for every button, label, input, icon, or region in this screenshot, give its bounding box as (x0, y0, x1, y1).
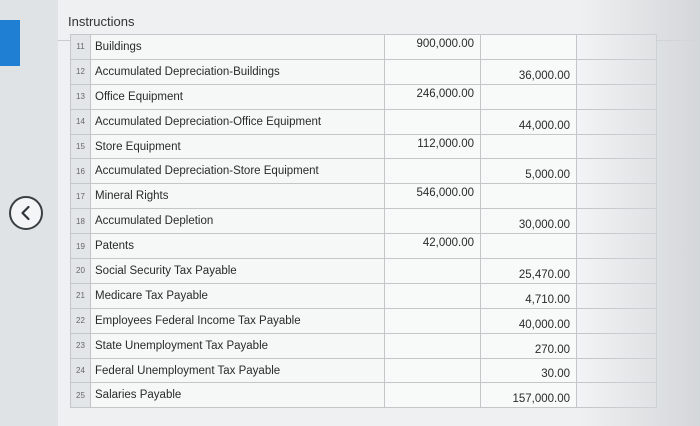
credit-cell[interactable] (481, 234, 577, 259)
credit-cell[interactable]: 5,000.00 (481, 159, 577, 184)
table-row (71, 358, 657, 383)
right-edge-shade (580, 0, 700, 426)
table-row (71, 333, 657, 358)
row-number: 15 (71, 134, 91, 159)
row-number: 20 (71, 259, 91, 284)
table-row (71, 184, 657, 209)
debit-cell[interactable] (385, 259, 481, 284)
account-name-cell[interactable]: Accumulated Depletion (91, 209, 385, 234)
credit-cell[interactable]: 157,000.00 (481, 383, 577, 408)
chevron-left-icon (18, 205, 34, 221)
credit-cell[interactable] (481, 184, 577, 209)
table-row (71, 59, 657, 84)
table-row (71, 234, 657, 259)
credit-cell[interactable]: 25,470.00 (481, 259, 577, 284)
account-name-cell[interactable]: Accumulated Depreciation-Buildings (91, 59, 385, 84)
table-row (71, 383, 657, 408)
account-name-cell[interactable]: Medicare Tax Payable (91, 283, 385, 308)
debit-cell[interactable]: 246,000.00 (385, 84, 481, 109)
account-name-cell[interactable]: Accumulated Depreciation-Office Equipment (91, 109, 385, 134)
debit-cell[interactable] (385, 358, 481, 383)
credit-cell[interactable] (481, 134, 577, 159)
credit-cell[interactable] (481, 84, 577, 109)
credit-cell[interactable]: 270.00 (481, 333, 577, 358)
debit-cell[interactable] (385, 308, 481, 333)
account-name-cell[interactable]: Patents (91, 234, 385, 259)
row-number: 24 (71, 358, 91, 383)
instructions-heading[interactable]: Instructions (68, 14, 135, 29)
table-row (71, 308, 657, 333)
debit-cell[interactable]: 900,000.00 (385, 35, 481, 60)
table-row (71, 84, 657, 109)
row-number: 21 (71, 283, 91, 308)
debit-cell[interactable]: 42,000.00 (385, 234, 481, 259)
account-name-cell[interactable]: Federal Unemployment Tax Payable (91, 358, 385, 383)
debit-cell[interactable] (385, 283, 481, 308)
debit-cell[interactable] (385, 59, 481, 84)
account-name-cell[interactable]: State Unemployment Tax Payable (91, 333, 385, 358)
row-number: 22 (71, 308, 91, 333)
table-row (71, 109, 657, 134)
back-button[interactable] (9, 196, 43, 230)
credit-cell[interactable]: 40,000.00 (481, 308, 577, 333)
table-row (71, 259, 657, 284)
row-number: 19 (71, 234, 91, 259)
credit-cell[interactable]: 4,710.00 (481, 283, 577, 308)
account-name-cell[interactable]: Accumulated Depreciation-Store Equipment (91, 159, 385, 184)
debit-cell[interactable] (385, 209, 481, 234)
spreadsheet-panel (58, 0, 700, 426)
account-name-cell[interactable]: Store Equipment (91, 134, 385, 159)
credit-cell[interactable]: 36,000.00 (481, 59, 577, 84)
row-number: 13 (71, 84, 91, 109)
trial-balance-table (70, 34, 657, 408)
credit-cell[interactable]: 44,000.00 (481, 109, 577, 134)
debit-cell[interactable] (385, 383, 481, 408)
account-name-cell[interactable]: Employees Federal Income Tax Payable (91, 308, 385, 333)
row-number: 18 (71, 209, 91, 234)
row-number: 25 (71, 383, 91, 408)
account-name-cell[interactable]: Buildings (91, 35, 385, 60)
credit-cell[interactable]: 30,000.00 (481, 209, 577, 234)
row-number: 11 (71, 35, 91, 60)
debit-cell[interactable]: 112,000.00 (385, 134, 481, 159)
table-row (71, 283, 657, 308)
account-name-cell[interactable]: Office Equipment (91, 84, 385, 109)
row-number: 16 (71, 159, 91, 184)
account-name-cell[interactable]: Social Security Tax Payable (91, 259, 385, 284)
table-row (71, 159, 657, 184)
row-number: 12 (71, 59, 91, 84)
row-number: 23 (71, 333, 91, 358)
credit-cell[interactable] (481, 35, 577, 60)
row-number: 14 (71, 109, 91, 134)
account-name-cell[interactable]: Salaries Payable (91, 383, 385, 408)
debit-cell[interactable] (385, 109, 481, 134)
table-row (71, 35, 657, 60)
credit-cell[interactable]: 30.00 (481, 358, 577, 383)
active-tab-marker[interactable] (0, 20, 20, 66)
debit-cell[interactable] (385, 333, 481, 358)
row-number: 17 (71, 184, 91, 209)
table-row (71, 209, 657, 234)
debit-cell[interactable] (385, 159, 481, 184)
debit-cell[interactable]: 546,000.00 (385, 184, 481, 209)
account-name-cell[interactable]: Mineral Rights (91, 184, 385, 209)
table-row (71, 134, 657, 159)
